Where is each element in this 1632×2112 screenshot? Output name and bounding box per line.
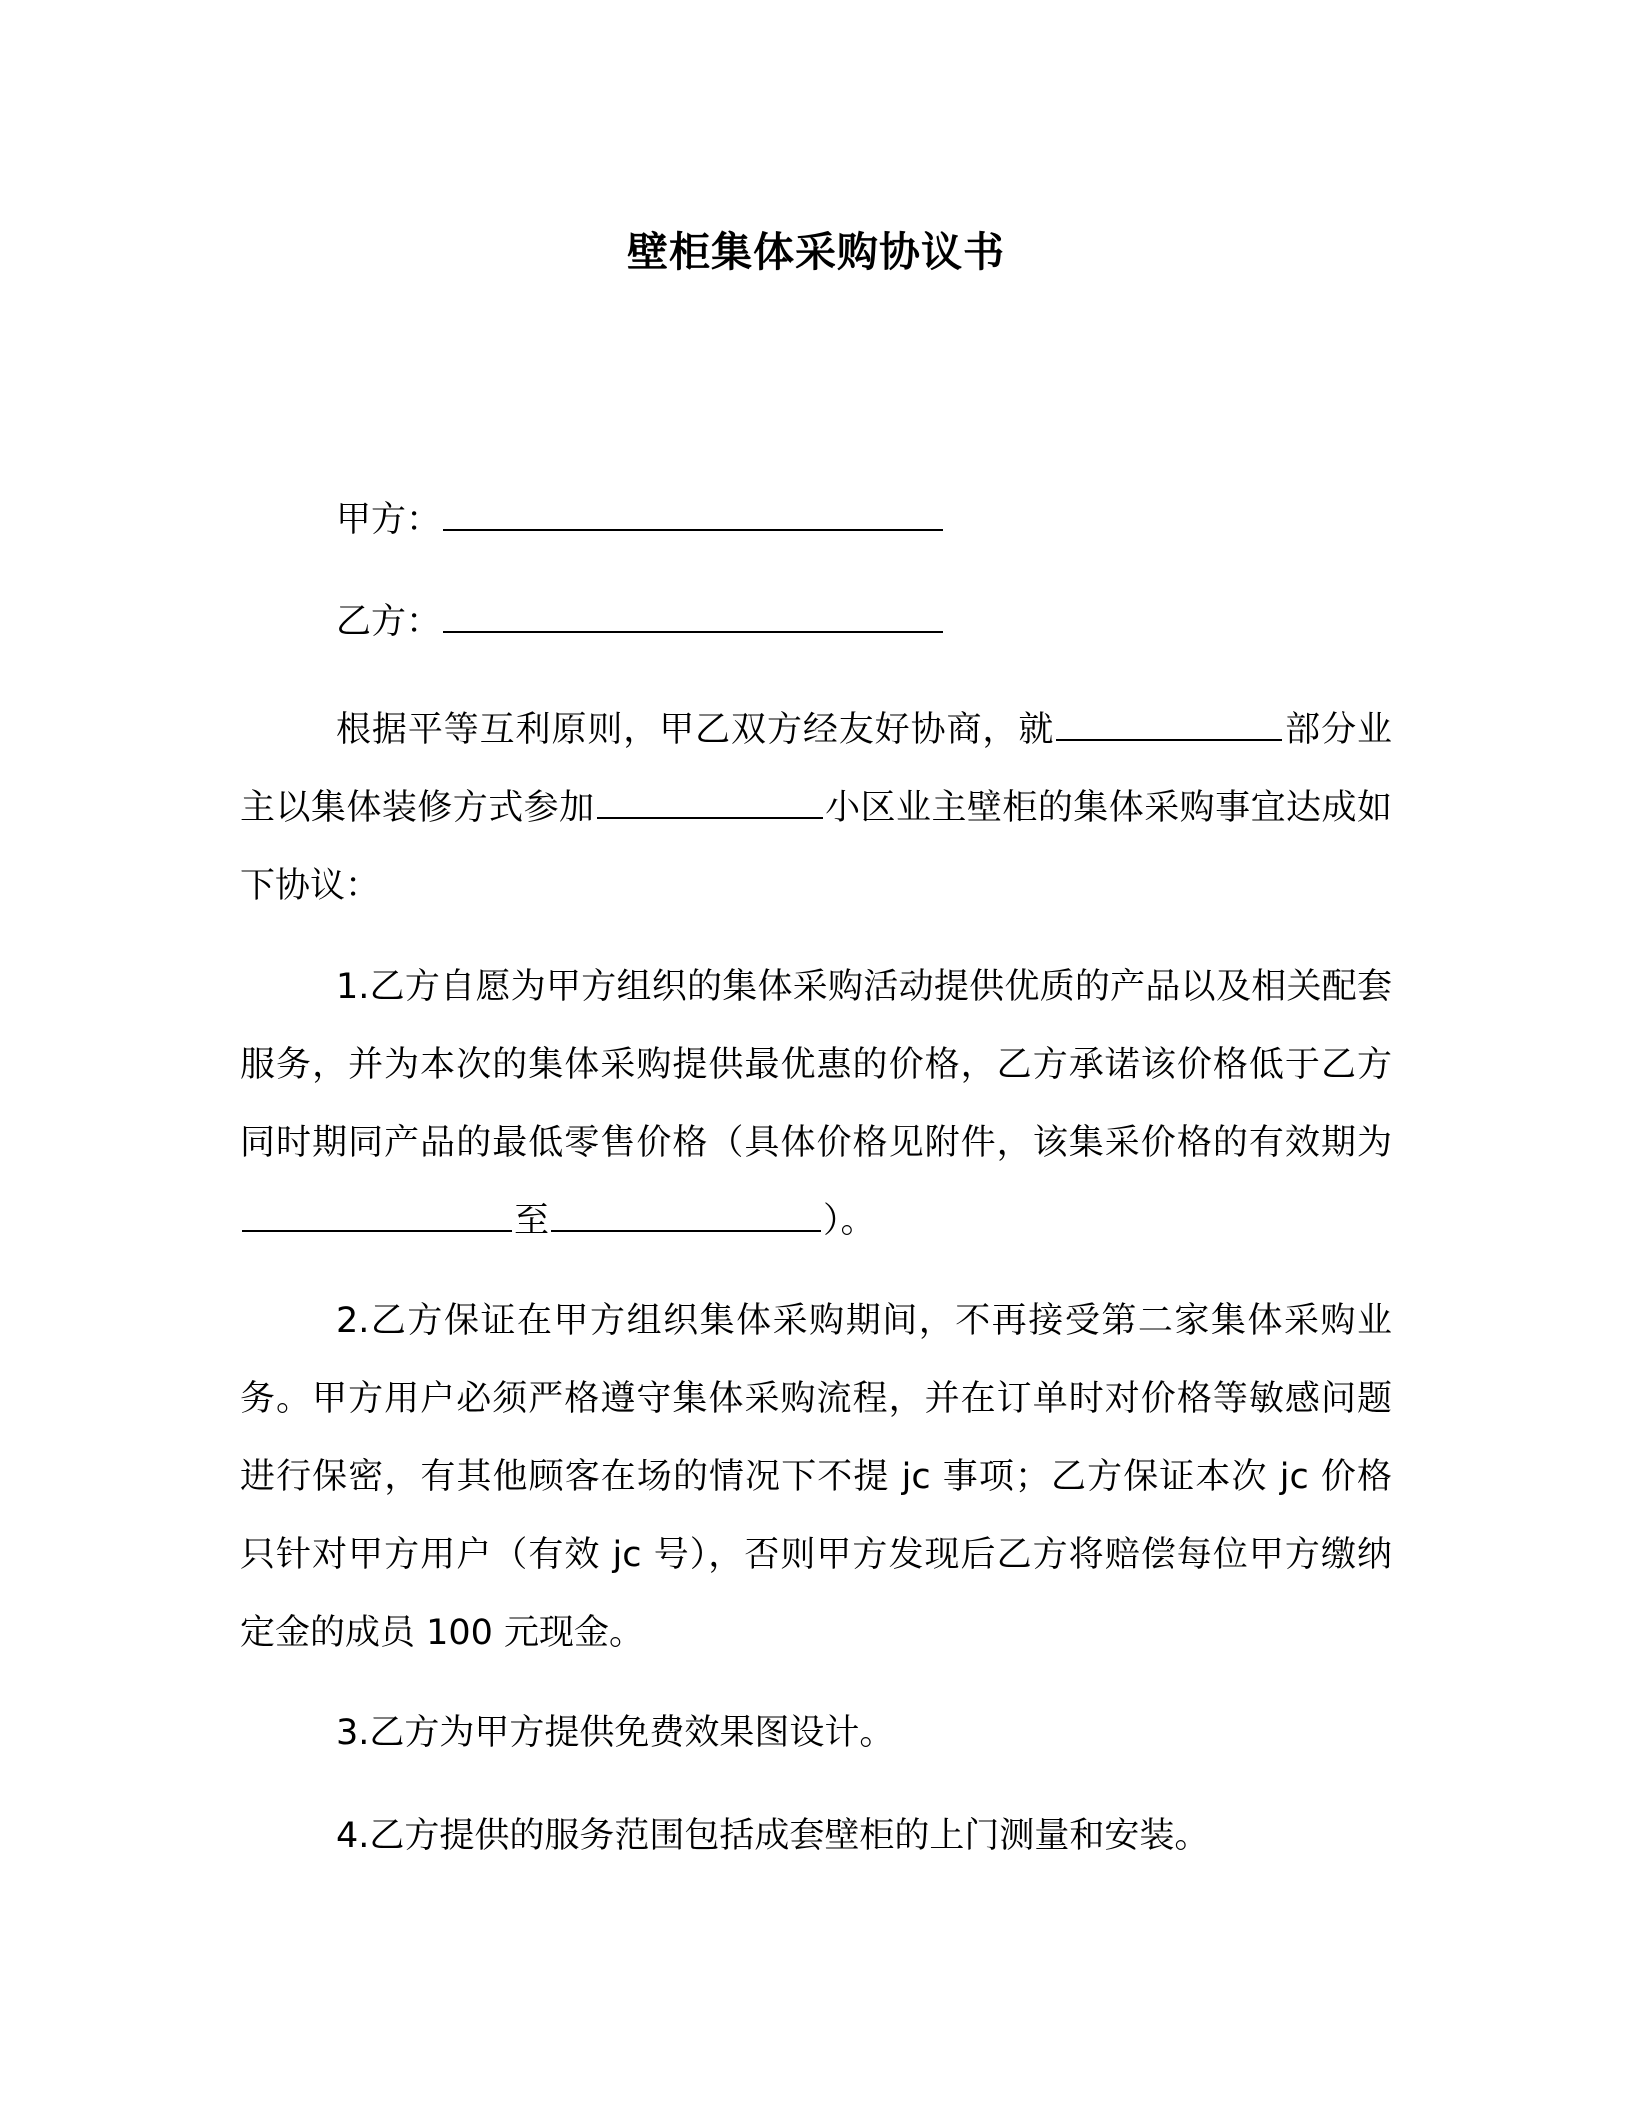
intro-text-1: 根据平等互利原则，甲乙双方经友好协商，就 (336, 710, 1055, 750)
clause-1-text-1: 1.乙方自愿为甲方组织的集体采购活动提供优质的产品以及相关配套服务，并为本次的集体采购提供最优惠的价格，乙方承诺该价格低于乙方同时期同产品的最低零售价格（具体价格见附件，该集采价格的有效期为 (240, 967, 1392, 1163)
document-title: 壁柜集体采购协议书 (627, 228, 1005, 276)
party-a-line (336, 492, 945, 548)
clause-2: 2.乙方保证在甲方组织集体采购期间，不再接受第二家集体采购业务。甲方用户必须严格遵守集体采购流程，并在订单时对价格等敏感问题进行保密，有其他顾客在场的情况下不提 jc 事项；乙方保证本次 jc 价格只针对甲方用户（有效 jc 号），否则甲方发现后乙方将赔偿每位甲方缴纳定金的成员 100 元现金。 (240, 1301, 1392, 1653)
intro-text-2: 部分业主以集体装修方式参加 (240, 710, 1392, 828)
intro-blank-2 (597, 787, 823, 819)
clause-3: 3.乙方为甲方提供免费效果图设计。 (336, 1713, 895, 1753)
clause-1-text-2: 至 (514, 1201, 550, 1241)
validity-start-blank (242, 1200, 512, 1232)
clause-1 (240, 948, 1392, 1260)
party-b-label: 乙方： (336, 602, 442, 642)
intro-blank-1 (1056, 709, 1282, 741)
intro-paragraph (240, 691, 1392, 925)
party-b-line (336, 594, 945, 650)
clause-1-text-3: ）。 (823, 1201, 876, 1241)
clause-4: 4.乙方提供的服务范围包括成套壁柜的上门测量和安装。 (336, 1816, 1210, 1856)
party-a-blank (443, 499, 943, 531)
validity-end-blank (551, 1200, 821, 1232)
intro-text-3: 小区业主壁柜的集体采购事宜达成如下协议： (240, 788, 1392, 906)
party-b-blank (443, 601, 943, 633)
party-a-label: 甲方： (336, 500, 442, 540)
